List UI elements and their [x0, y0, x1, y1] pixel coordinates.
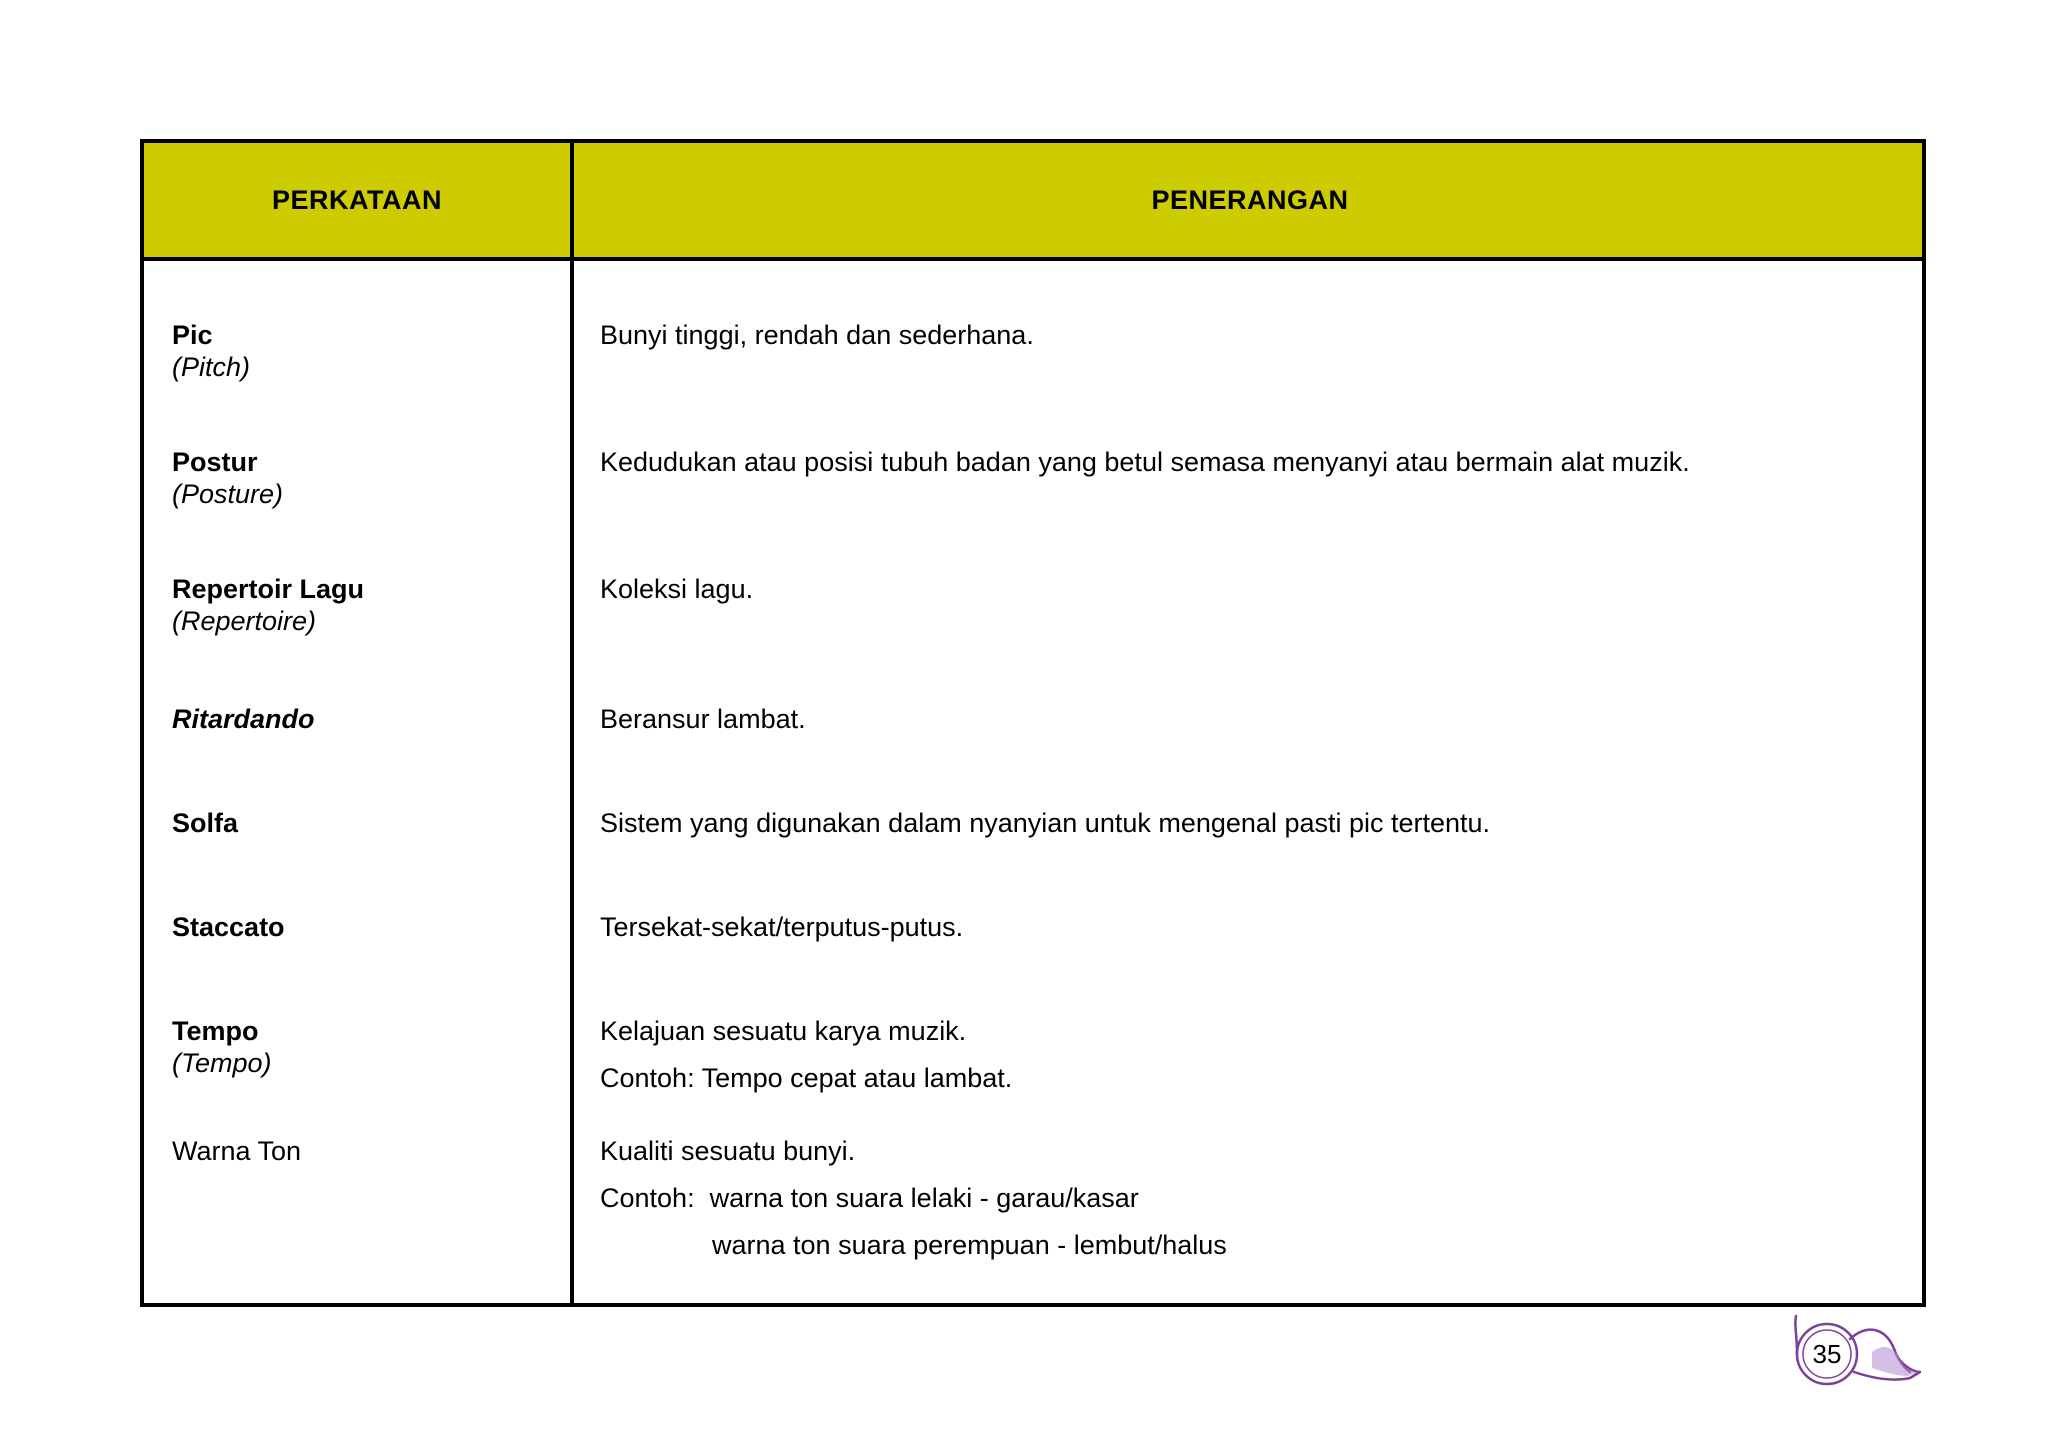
header-term: PERKATAAN — [272, 185, 442, 215]
description-cell — [600, 911, 1900, 958]
description-line: Kualiti sesuatu bunyi. — [600, 1136, 856, 1166]
table-header — [144, 143, 1922, 261]
term-cell — [172, 807, 562, 839]
description-cell — [600, 703, 1900, 750]
description-line: Contoh: Tempo cepat atau lambat. — [600, 1063, 1013, 1093]
term-english: (Posture) — [172, 479, 284, 509]
description-line: Bunyi tinggi, rendah dan sederhana. — [600, 320, 1034, 350]
description-cell — [600, 1135, 1900, 1276]
description-cell — [600, 1015, 1900, 1109]
term-english: (Tempo) — [172, 1048, 272, 1078]
description-cell — [600, 573, 1900, 620]
description-line: Kedudukan atau posisi tubuh badan yang betul semasa menyanyi atau bermain alat muzik. — [600, 447, 1690, 477]
term-cell — [172, 1135, 562, 1167]
description-line: Beransur lambat. — [600, 704, 806, 734]
term-cell — [172, 446, 562, 510]
term-cell — [172, 911, 562, 943]
term: Staccato — [172, 912, 285, 942]
glossary-table — [140, 139, 1926, 1307]
column-divider — [570, 143, 574, 1303]
description-line: Contoh: warna ton suara lelaki - garau/kasar — [600, 1183, 1139, 1213]
description-line: Koleksi lagu. — [600, 574, 754, 604]
term-cell — [172, 573, 562, 637]
term-cell — [172, 1015, 562, 1079]
term: Postur — [172, 447, 258, 477]
term: Pic — [172, 320, 213, 350]
description-cell — [600, 319, 1900, 366]
term: Tempo — [172, 1016, 259, 1046]
description-cell — [600, 807, 1900, 854]
term-cell — [172, 703, 562, 735]
term-cell — [172, 319, 562, 383]
description-line: Kelajuan sesuatu karya muzik. — [600, 1016, 967, 1046]
description-line: Tersekat-sekat/terputus-putus. — [600, 912, 964, 942]
term: Solfa — [172, 808, 239, 838]
description-line: Sistem yang digunakan dalam nyanyian untuk mengenal pasti pic tertentu. — [600, 808, 1491, 838]
term: Warna Ton — [172, 1136, 302, 1166]
header-description: PENERANGAN — [1151, 185, 1349, 215]
term-english: (Pitch) — [172, 352, 251, 382]
term-english: (Repertoire) — [172, 606, 317, 636]
page-number: 35 — [1812, 1339, 1842, 1369]
term: Ritardando — [172, 704, 315, 734]
description-line: warna ton suara perempuan - lembut/halus — [712, 1230, 1227, 1260]
description-cell — [600, 446, 1900, 493]
term: Repertoir Lagu — [172, 574, 365, 604]
